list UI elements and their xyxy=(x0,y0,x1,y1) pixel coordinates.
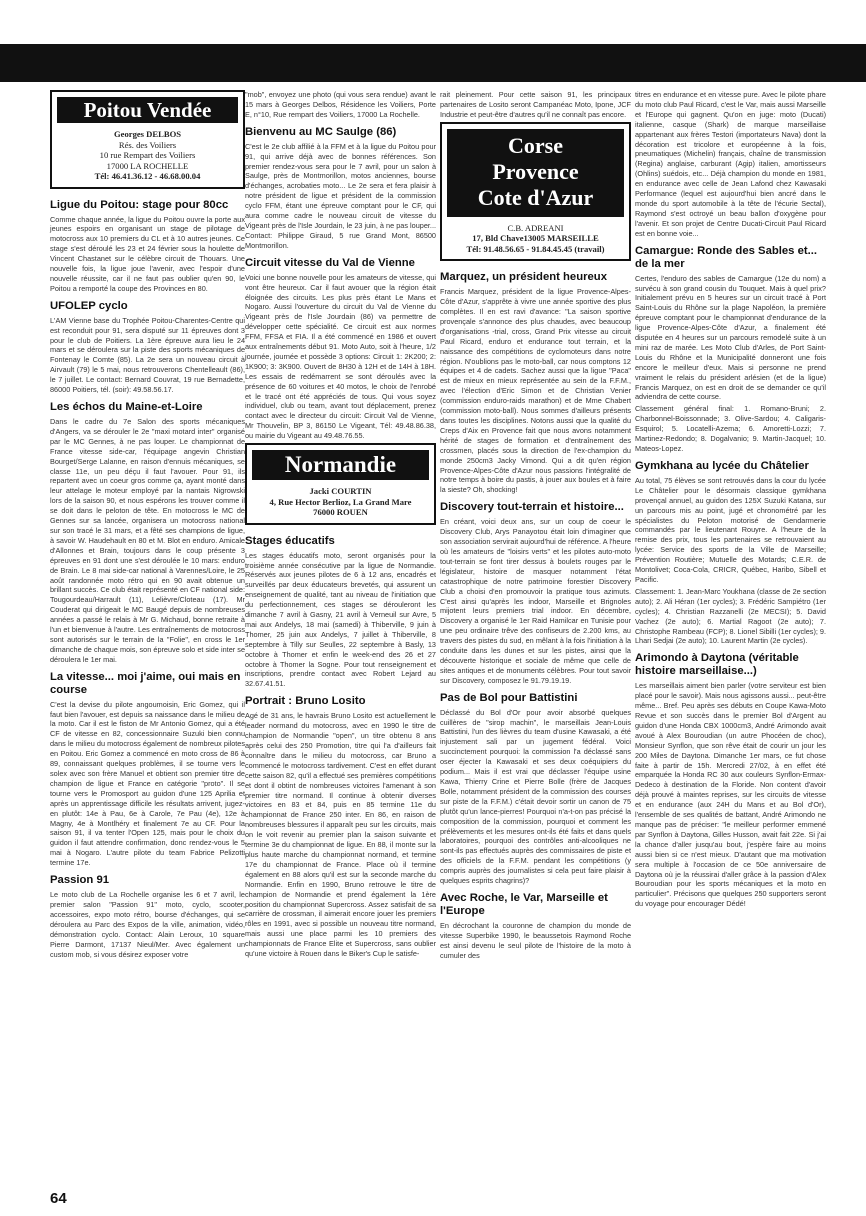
address-line: 17000 LA ROCHELLE xyxy=(106,160,189,171)
correspondent-name: C.B. ADREANI xyxy=(507,222,564,233)
correspondent-name: Georges DELBOS xyxy=(113,129,182,139)
address-line: 17, Bld Chave13005 MARSEILLE xyxy=(472,233,599,244)
article xyxy=(440,271,631,495)
article-title: Portrait : Bruno Losito xyxy=(245,695,366,708)
address-line: 10 rue Rempart des Voiliers xyxy=(99,150,196,160)
region-title: Poitou Vendée xyxy=(57,97,238,123)
article-body: En créant, voici deux ans, sur un coup de coeur le Discovery Club, Arys Panayotou était loin d'imaginer que son association servirait aujourd'hui de référence. A l'heure où les amateurs de "loisirs verts" et les pilotes auto-moto tout-terrain se font tirer dessus à boulets rouges par le législateur, histoire de masquer notamment l'état catastrophique de notre patrimoine forestier Discovery Club a choisi d'en promouvoir la pratique tous azimuts. C'est ainsi qu'après les indoor, Marseille et Brignoles mijotent leurs premiers trial indoor. En décembre, Discovery a organisé le 1er Raid Hamilcar en Tunisie pour une peu ordinaire trêve des confiseurs de 2.200 kms, au travers des pistes du sud, en mêlant à la fois l'initiation à la conduite dans les dunes et sur les pistes, ainsi que la découverte historique et sociale de même que celle de sites antiques et de monuments célèbres. Pour tout savoir sur Discovery, composez le 91.79.19.19. xyxy=(440,517,631,685)
article xyxy=(50,671,245,868)
article-body: Comme chaque année, la ligue du Poitou ouvre la porte aux jeunes espoirs en organisant un stage de pilotage de motocross aux 10 premiers du CL et à 10 autres jeunes. Ce stage s'est déroulé les 23 et 24 février sous la houlette de Vincent Chastanet sur le célèbre circuit de Thouars. Une nouvelle fois, la ligue joue l'avenir, avec l'espoir d'une nouvelle réussite, car il ne faut pas oublier qu'en 90, le Poitou a remporté la coupe des Provinces en 80. xyxy=(50,214,245,293)
article-body: C'est la devise du pilote angoumoisin, Eric Gomez, qui il faut bien l'avouer, est depuis sa naissance dans le milieu de la moto. Car il est le fiston de Mr Antonio Gomez, qui a été CF de vitesse en 82, concessionnaire Suzuki bien connu dans le milieu du motocross également de nombreux pilotes en Poitou. Eric Gomez a commencé en moto cross de 86 à 89, connaissant quelques problèmes, il se tourne vers le solex avec son frère Manuel et obtient son premier titre de champion de ligue et France en catégorie "proto". Il se tourne vers le Promosport au guidon d'une 125 Aprilia et après un apprentissage difficile les résultats arrivent, jugez-en plutôt: 14e à Pau, 6e à Carole, 7e Pau (4e), 12e à Magny, 4e à Montlhéry et finalement 7e au CF. Pour la saison 91, il va tenter l'Open 125, mais pour le choix du guidon il faut attendre confirmation, donc rendez-vous le 5 mai à Nogaro. L'autre pilote du team Fabrice Pelizotti termine 17e. xyxy=(50,699,245,868)
article-body: titres en endurance et en vitesse pure. Avec le pilote phare du moto club Paul Ricard, c'est le Var, mais aussi Marseille et l'Europe qui gagnent. Qu'on en juge: moto (Ducati) italienne, casque (Shark) de marque marseillaise appartenant aux frères Testori (importateurs Nava) dont la décoration est tricolore et européenne à la fois, pneumatiques (Michelin) français, chaîne de transmission (Regina) anglaise, carburant (Agip) italien, amortisseurs (Ohlins) suédois, etc... Déjà champion du monde en 1981, en endurance avec celle de Jean Lafond chez Kawasaki Performance (lequel est aujourd'hui bien ancré dans le monde du sport automobile à la tête de l'écurie Sectal), Raymond s'est octroyé un beau ballon d'oxygène pour l'avenir. Et son projet de Centre Ducati-Circuit Paul Ricard est en bonne voie... xyxy=(635,90,826,238)
article xyxy=(50,874,245,959)
article xyxy=(440,892,631,961)
article-title: La vitesse... moi j'aime, oui mais en course xyxy=(50,670,241,696)
article xyxy=(635,652,826,909)
phone-line: Tél: 46.41.36.12 - 46.68.00.04 xyxy=(94,171,201,181)
region-title-line: Provence xyxy=(492,158,579,184)
article-body: L'AM Vienne base du Trophée Poitou-Charentes-Centre qui est reconduit pour 91, sera disputé sur 11 épreuves dont 3 pour le club de Poitiers. La 1ère épreuve aura lieu le 24 mars et se déroulera sur la piste des sports mécaniques de Fontenay le Comte (85). La 2e sera un nouveau circuit à Airvault (79) le 5 mai, nous retrouverons Chentelleault (86), le 7 juillet. Le contact: Bernard Couvrat, 19 rue Bernadette, 86000 Poitiers, tél. (soir): 49.58.56.17. xyxy=(50,315,245,395)
article-body: C'est le 2e club affilié à la FFM et à la ligue du Poitou pour 91, qui arrive déjà avec de bonnes références. Son premier rendez-vous sera pour le 7 avril, pour un salon à Saulge, près de Montmorillon, motos anciennes, bourse d'échanges, acrobaties moto... Le 2e sera et fera plaisir à notre président de ligue et président de la commission cyclo FFM, étant une épreuve comptant pour le CF, qui aura comme cadre le nouveau circuit de vitesse du Vigeant près de l'Isle Jourdain, le 23 juin, à ne pas louper... Contact: Philippe Giraud, 5 rue Grand Mont, 86500 Montmorillon. xyxy=(245,141,436,250)
article-body: Certes, l'enduro des sables de Camargue (12e du nom) a survécu à son grand cousin du Touquet. Mais à quel prix? Initialement prévu en 5 heures sur un circuit tracé à Port Saint-Louis du Rhône sur la plage Napoléon, la première épreuve comptant pour le championnat d'endurance de la ligue Provence-Alpes-Côte d'Azur, a finalement été disputée en 4 heures sur un parcours remodelé suite à un mini raz de marée. Les Moto Club d'Arles, de Port Saint-Louis du Rhône et la Municipalité donneront une fois encore le meilleur d'eux. Mais si personne ne prend vraiment le relais du président arlésien (et de la ligue) Francis Marquez, on est en droit de se demander ce qu'il adviendra de cette course. xyxy=(635,273,826,402)
article xyxy=(245,257,436,441)
article xyxy=(440,692,631,886)
article xyxy=(245,126,436,251)
article-title: Arimondo à Daytona (véritable histoire marseillaise...) xyxy=(635,652,799,678)
article-body: Dans le cadre du 7e Salon des sports mécaniques d'Angers, va se dérouler le 2e "maxi motard inter" organisé par le MC Gennes, à ne pas louper. Le championnat de France vitesse side-car, l'équipage angevin Christian Bourget/Serge Lalanne, en raison d'ennuis mécaniques, se classe 11e, un peu déçu il faut l'avouer. Pour 91, ils repartent avec un coeur gros comme ça, ayant monté dans leur attelage le moteur employé par la nantais Nigrowski lors de la saison 90, et nous espérons les trouver comme il se doit dans le peloton de tête. En motocross le MC de Gennes sur sa lancée, organisera un motocross national sur son tracé le 31 mars, et a fêté ses champions de ligue, à savoir W. Haudehault en 80 et M. Blot en enduro. Amicale d'Allonnes et Brain, toujours dans le coup présente 3 épreuves en 91 dont une s'est déroulée le 10 mars: enduro de Brain. Le 8 mai side-car national à Varennes/Loire, le 25 août randonnée moto rétro qui en 90 avait obtenue un brillant succès. Ce club était représenté en CF national side: Tougourdeau/Harrault (11), Lelièvre/Cloteau (17). Mr Couderat qui dirigeait le MC Baugé depuis de nombreuses années a passé le relais à Mr G. Michaud, bonne retraite à l'un et bienvenue à l'autre. Les entraînements de motocross sont autorisés sur le terrain de la "Folie", en cross le 1er dimanche de chaque mois, son épreuve solo et side inter se déroulera le 1er mai. xyxy=(50,417,245,664)
region-title-line: Corse xyxy=(508,132,563,158)
article-body: Francis Marquez, président de la ligue Provence-Alpes-Côte d'Azur, s'apprête à vivre une année sportive des plus complètes. Il en est ravi d'avance: "La saison sportive provençale s'annonce des plus chaudes, avec beaucoup d'organisations -trial, cross, Grand Prix vitesse au circuit Paul Ricard, enduro et endurance tout terrain, et la naissance des compétitions de cyclomoteurs dans notre région. N'oublions pas le moto-ball, car nous comptons 12 équipes et 4 de cadets. Sachez aussi que la ligue "Paca" est de mieux en mieux représentée au sein de la F.F.M., avec l'élection d'Eric Simon et de Christian Venier (commission enduro-raids marathon) et de Mme Chabert (commission moto-ball). Nous sommes d'ailleurs présents dans toutes les disciplines. Notons aussi que la qualité du Creps d'Aix en Provence fait que nous avons notamment hérité de stages de formation et d'entraînement des crossmen, placés sous la direction de l'ex-champion du monde 250cm3 Jacky Vimond. Qui a dit qu'en région Provence-Alpes-Côte d'Azur nous passions l'intégralité de notre temps à boire du pastis, à jouer aux boules et à faire la sieste? Oh, shocking! xyxy=(440,287,631,495)
article xyxy=(50,300,245,395)
address-line: Rés. des Voiliers xyxy=(118,139,177,150)
article-title: Circuit vitesse du Val de Vienne xyxy=(245,256,415,269)
results-list: Classement général final: 1. Romano-Bruni; 2. Charbonnel-Boissonnade; 3. Olive-Sardou; 4. Caligaris-Esquirol; 5. Locatelli-Azema; 6. Amoretti-Lozzi; 7. Martinez-Redondo; 8. Dogalvanio; 9. Martin-Jacquel; 10. Mateos-Lopez. xyxy=(635,404,826,453)
correspondent-address xyxy=(247,480,434,523)
article xyxy=(50,401,245,665)
region-box-corse-provence xyxy=(440,122,631,262)
article-title: UFOLEP cyclo xyxy=(50,299,128,312)
column-3 xyxy=(440,90,631,963)
article-title: Marquez, un président heureux xyxy=(440,271,607,284)
results-list: Classement: 1. Jean-Marc Youkhana (classe de 2e section auto); 2. Ali Héran (1er cycles); 3. Frédéric Sampiétro (1er cycles); 4. Christian Razzanelli (2e MECSI); 5. David Vachez (2e auto); 6. Martial Ragoot (2e auto); 7. Christophe Rambeau (FCP); 8. Lionel Sibilli (1er cycles); 9. Lhari Sedjai (2e auto); 10. Laurent Martin (2e cycles). xyxy=(635,586,827,646)
article-body: "mob", envoyez une photo (qui vous sera rendue) avant le 15 mars à Georges Delbos, Résidence les Voiliers, Porte E, n°10, Rue rempart des Voiliers, 17000 La Rochelle. xyxy=(245,90,436,119)
article-body: Au total, 75 élèves se sont retrouvés dans la cour du lycée Le Châtelier pour le désormais classique gymkhana provençal annuel, au guidon des 125X Suzuki Katana, sur un parcours mis au point, jugé et chronométré par les spécialistes du Peloton motorisé de Gendarmerie commandés par le lieutenant Rouyre. A l'heure de la remise des prix, tous les partenaires se retrouvaient au lycée: Service des sports de la Ville de Marseille; Prévention Routière; Mutuelle des Motards; C.E.R. de Montolivet; Coca-Cola, CRICR, Québec, Haribo, Sibell et Pacific. xyxy=(635,475,826,584)
article-body: En décrochant la couronne de champion du monde de vitesse Superbike 1990, le beaussetois Raymond Roche est ainsi devenu le seul pilote de l'histoire de la moto à cumuler des xyxy=(440,920,631,960)
article xyxy=(440,501,631,685)
article-title: Pas de Bol pour Battistini xyxy=(440,691,578,704)
column-4 xyxy=(635,90,826,911)
article-body: Déclassé du Bol d'Or pour avoir absorbé quelques cuillères de "sirop machin", le marseillais Jean-Louis Battistini, l'un des lièvres du team d'usine Kawasaki, a été injustement sali par un jugement fédéral. Voici succinctement pourquoi: la commission l'a déclassé sans oser éjecter la Kawasaki et ses deux coéquipiers du podium... Mais il est vrai que déclasser l'équipe usine Kawa, Thierry Crine et Pierre Bolle (frère de Jacques Bolle, notamment président de la commission des courses sur piste de la F.F.M.) c'était devoir sortir un canon de 75 plutôt qu'un lance-pierres! Pourquoi n'a-t-on pas précisé la composition de la commission, pourquoi et comment les prélèvements et les mesures ont-ils été faits et dans quels laboratoires, pourquoi des contrôles anti-alcooliques ne sont-ils pas effectués auprès des commissaires de piste et des officiels de la F.F.M. pendant les compétitions (y compris auprès des journalistes si cela peut faire plaisir à quelques esprits chagrins)? xyxy=(440,707,631,886)
article xyxy=(245,695,436,959)
region-title xyxy=(447,129,624,217)
article xyxy=(635,460,826,646)
correspondent-address xyxy=(442,217,629,260)
article-body: Les marseillais aiment bien parler (votre serviteur est bien placé pour le savoir). Mais nous agissons aussi... peut-être même... Bref. Peu après ses débuts en Coupe Kawa-Moto Revue et son succès dans le premier Bol d'Argent au guidon d'une Honda CBX 1000cm3, André Arimondo avait avoué à Alex Bouroudian (un autre Phocéen de choc), Monsieur Synflon, que son rêve était de courir un jour les 200 Miles de Daytona. Dimanche 1er mars, ce fut chose faite à partir de 15h. Mercredi 27/02, à en effet été emparquée la Honda RC 30 aux couleurs Synflon-Ermax-Dedeco à destination de la Floride. Non content d'avoir déjà prouvé à maintes reprises, sur les circuits de vitesse et en endurance (aux 24H du Mans et au Bol d'Or), l'ensemble de ses qualités de battant, André Arimondo ne manque pas de préciser: "le meilleur performer emmené par Synflon à Daytona, Gilles Husson, avait fait 22e. Si j'ai la chance d'aller jusqu'au bout, j'espère faire au moins aussi bien si ce n'est mieux. D'autant que ma motivation sera multiple à l'occasion de ce 50e anniversaire de Daytona où je la réussirai d'aller grâce à la passion d'Alex Bouroudian pour les sports mécaniques et la moto en particulier". Précisons que quelques 250 supporters seront du voyage pour encourager Dédé! xyxy=(635,681,826,909)
article-title: Avec Roche, le Var, Marseille et l'Europe xyxy=(440,891,608,917)
article-title: Discovery tout-terrain et histoire... xyxy=(440,501,624,514)
page-header-bar xyxy=(0,44,866,82)
article-title: Bienvenu au MC Saulge (86) xyxy=(245,125,397,138)
page-number: 64 xyxy=(50,1190,67,1207)
article xyxy=(50,199,245,294)
region-box-normandie xyxy=(245,443,436,525)
column-1 xyxy=(50,90,245,961)
article-body: rait pleinement. Pour cette saison 91, les principaux partenaires de Losito seront Campanéac Moto, Ipone, JCF Industrie et peut-être d'autres qu'il ne connaît pas encore. xyxy=(440,90,631,119)
article-title: Camargue: Ronde des Sables et... de la mer xyxy=(635,244,818,270)
article-body: Voici une bonne nouvelle pour les amateurs de vitesse, qui vont être heureux. Car il faut avouer que la région était éloignée des circuits. Les plus près étant Le Mans et Nogaro. Aussi l'ouverture du circuit du Val de Vienne du Vigeant près de l'Isle Jourdain (86) va permettre de développer cette spécialité. Ce circuit est aux normes FFM, FFSA et FIA. Il a été commencé en 1986 et ouvert aux entraînements début 91. Moto Auto, soit à l'heure, 1/2 journée, journée et possède 3 options: Circuit 1: 2K200; 2: 1K900; 3: 3K900. Ouvert de 8H30 à 12H et de 14H à 18H. Les essais de redémarrent se sont déroulés avec la présence de 60 voitures et 40 motos, le choix de l'enrobé et le tracé ont été appréciés de tous. Qui vous soyez individuel, club ou team, avant tout déplacement, prenez contact avec le directeur du circuit: Circuit Val de Vienne, Mr Thouvelin, BP 3, 86150 Le Vigeant, Tél: 49.48.86.38, ou mairie du Vigeant au 49.48.76.55. xyxy=(245,272,436,441)
region-title-line: Cote d'Azur xyxy=(477,184,594,210)
article-body: Les stages éducatifs moto, seront organisés pour la troisième année consécutive par la ligue de Normandie. Réservés aux jeunes pilotes de 6 à 12 ans, encadrés et surveillés par deux éducateurs brevetés, qui assurent un enseignement de qualité, tant au niveau de l'initiation que du perfectionnement, ces stages se dérouleront les dimanche 7 avril à Gasny, 21 avril à Verneuil sur Avre, 5 mai aux Andelys, 18 mai (samedi) à Thiberville, 9 juin à Thomer, 25 juin aux Andelys, 7 juillet à Thiberville, 8 septembre à Tilly sur Seulles, 22 septembre à Basly, 13 octobre à Thomer et enfin le week-end des 26 et 27 octobre à Thomer la Sogne. Pour tout renseignement et inscriptions, prendre contact avec Robert Lejard au 32.67.41.51. xyxy=(245,550,436,689)
article-body: Le moto club de La Rochelle organise les 6 et 7 avril, le premier salon "Passion 91" moto, cyclo, scooter, accessoires, expo moto rétro, bourse d'échanges, qui se déroulera au Parc des Expos de la ville, animation, vidéo, démonstration cyclo. Contact: Alain Leroux, 10 square Pierre Darmont, 17137 Nieul/Mer. Avec également un custom mob, si vous désirez exposer votre xyxy=(50,890,245,959)
correspondent-address xyxy=(52,123,243,187)
column-2 xyxy=(245,90,436,961)
article-title: Passion 91 xyxy=(50,874,110,887)
article-continued xyxy=(245,90,436,120)
article xyxy=(635,245,826,454)
region-title: Normandie xyxy=(252,450,429,480)
correspondent-name: Jacki COURTIN xyxy=(309,486,372,497)
article-title: Stages éducatifs xyxy=(245,534,335,547)
article-continued xyxy=(635,90,826,239)
article-body: Agé de 31 ans, le havrais Bruno Losito est actuellement le leader normand du motocross, avec en 1990 le titre de champion de Normandie "open", un titre obtenu 8 ans après celui des 250 Promotion, titre qui l'a d'ailleurs fait connaître dans le milieu du motocross, car Bruno a commencé le motocross tardivement. C'est en effet durant cette saison 82, qu'il a effectué ses premières compétitions et dont il obtint de nombreuses victoires l'amenant à son premier titre normand. Il continue à obtenir diverses victoires en 83 et 84, puis en 85 termine 11e du championnat de France 250 inter. En 86, en raison de nombreuses blessures il apparaît peu sur les circuits, mais on le voit revenir au premier plan la saison suivante et termine 3e du championnat de ligue. En 88, il monte sur la plus haute marche du championnat normand, et termine 17e du championnat de France. Place où il termine également en 88 alors qu'il est sur la seconde marche du Normandie. Enfin en 1990, Bruno retrouve le titre de champion de Normandie et prend également la 1ère position du championnat Supercross. Assez satisfait de sa carrière de crossman, il aimerait encore jouer les premiers rôles en 1991, avec si possible un nouveau titre normand, mais aussi une place parmi les 10 premiers des championnats de France Elite et Supercross, sans oublier qu'une victoire à Rouen dans le Biker's Cup le satisfe- xyxy=(245,711,436,959)
address-line: 4, Rue Hector Berlioz, La Grand Mare xyxy=(269,496,412,507)
article-title: Gymkhana au lycée du Châtelier xyxy=(635,459,809,472)
region-box-poitou xyxy=(50,90,245,189)
phone-line: Tél: 91.48.56.65 - 91.84.45.45 (travail) xyxy=(466,243,605,254)
address-line: 76000 ROUEN xyxy=(313,507,368,518)
article-continued xyxy=(440,90,631,120)
article-title: Les échos du Maine-et-Loire xyxy=(50,401,203,413)
article xyxy=(245,535,436,690)
article-title: Ligue du Poitou: stage pour 80cc xyxy=(50,198,229,211)
